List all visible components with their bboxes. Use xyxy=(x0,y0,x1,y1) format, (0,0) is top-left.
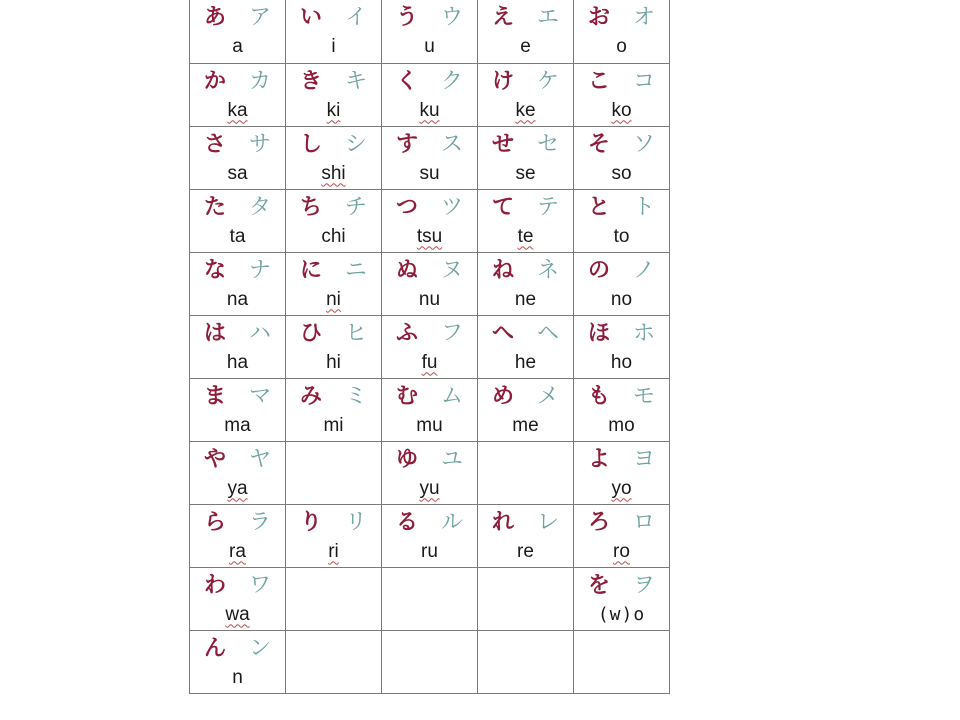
kana-cell xyxy=(190,567,286,630)
kana-cell-empty xyxy=(478,630,574,693)
hiragana-char: め xyxy=(492,383,515,409)
hiragana-char: ら xyxy=(204,509,227,535)
kana-row xyxy=(190,63,670,126)
katakana-char: ナ xyxy=(248,257,271,283)
katakana-char: テ xyxy=(536,194,559,220)
katakana-char: ホ xyxy=(632,320,655,346)
kana-cell xyxy=(382,315,478,378)
hiragana-char: そ xyxy=(588,131,611,157)
kana-cell xyxy=(478,378,574,441)
kana-cell-empty xyxy=(478,567,574,630)
katakana-char: ノ xyxy=(632,257,655,283)
kana-cell-empty xyxy=(286,567,382,630)
hiragana-char: し xyxy=(300,131,323,157)
kana-cell xyxy=(286,378,382,441)
katakana-char: ン xyxy=(248,635,271,661)
romaji-label: ta xyxy=(229,225,246,247)
kana-cell xyxy=(190,441,286,504)
katakana-char: ツ xyxy=(440,194,463,220)
kana-cell xyxy=(190,0,286,63)
hiragana-char: う xyxy=(396,5,419,30)
katakana-char: セ xyxy=(536,131,559,157)
kana-cell xyxy=(574,0,670,63)
romaji-label: mu xyxy=(416,414,443,436)
hiragana-char: ろ xyxy=(588,509,611,535)
romaji-label: so xyxy=(611,162,632,184)
kana-cell xyxy=(574,189,670,252)
katakana-char: チ xyxy=(344,194,367,220)
hiragana-char: ゆ xyxy=(396,446,419,472)
romaji-label: n xyxy=(232,666,243,688)
kana-cell-empty xyxy=(382,567,478,630)
katakana-char: ネ xyxy=(536,257,559,283)
hiragana-char: や xyxy=(204,446,227,472)
romaji-label: ma xyxy=(224,414,251,436)
katakana-char: ミ xyxy=(344,383,367,409)
romaji-label: ro xyxy=(613,540,630,562)
kana-cell xyxy=(382,504,478,567)
hiragana-char: あ xyxy=(204,5,227,30)
romaji-label: ri xyxy=(328,540,339,562)
hiragana-char: り xyxy=(300,509,323,535)
katakana-char: ヒ xyxy=(344,320,367,346)
hiragana-char: ね xyxy=(492,257,515,283)
kana-cell-empty xyxy=(286,441,382,504)
romaji-label: nu xyxy=(418,288,441,310)
romaji-label: ni xyxy=(326,288,341,310)
hiragana-char: す xyxy=(396,131,419,157)
romaji-label: re xyxy=(517,540,534,562)
kana-cell xyxy=(382,0,478,63)
katakana-char: ム xyxy=(440,383,463,409)
kana-cell xyxy=(286,315,382,378)
kana-cell xyxy=(190,315,286,378)
kana-cell xyxy=(190,378,286,441)
kana-cell xyxy=(382,189,478,252)
kana-row xyxy=(190,0,670,63)
romaji-label: shi xyxy=(321,162,346,184)
romaji-label: se xyxy=(515,162,536,184)
romaji-label: ku xyxy=(419,99,440,121)
katakana-char: ワ xyxy=(248,572,271,598)
katakana-char: フ xyxy=(440,320,463,346)
hiragana-char: せ xyxy=(492,131,515,157)
romaji-label: mi xyxy=(323,414,344,436)
katakana-char: ル xyxy=(440,509,463,535)
kana-cell xyxy=(190,189,286,252)
romaji-label: ne xyxy=(514,288,537,310)
kana-cell xyxy=(574,441,670,504)
kana-row xyxy=(190,630,670,693)
katakana-char: メ xyxy=(536,383,559,409)
hiragana-char: ぬ xyxy=(396,257,419,283)
kana-cell xyxy=(190,126,286,189)
kana-cell xyxy=(478,315,574,378)
hiragana-char: た xyxy=(204,194,227,220)
romaji-label: he xyxy=(514,351,537,373)
romaji-label: to xyxy=(613,225,630,247)
hiragana-char: わ xyxy=(204,572,227,598)
katakana-char: ヲ xyxy=(632,572,655,598)
romaji-label: na xyxy=(226,288,249,310)
kana-cell-empty xyxy=(574,630,670,693)
romaji-label: a xyxy=(232,36,243,57)
katakana-char: イ xyxy=(344,5,367,30)
kana-row xyxy=(190,252,670,315)
romaji-label: i xyxy=(331,36,336,57)
hiragana-char: つ xyxy=(396,194,419,220)
kana-cell xyxy=(574,378,670,441)
hiragana-char: か xyxy=(204,68,227,94)
katakana-char: ケ xyxy=(536,68,559,94)
katakana-char: マ xyxy=(248,383,271,409)
romaji-label: fu xyxy=(421,351,438,373)
hiragana-char: く xyxy=(396,68,419,94)
romaji-label: ru xyxy=(421,540,438,562)
kana-cell xyxy=(286,504,382,567)
romaji-label: ya xyxy=(227,477,248,499)
kana-cell xyxy=(478,126,574,189)
hiragana-char: む xyxy=(396,383,419,409)
kana-cell xyxy=(574,315,670,378)
romaji-label: me xyxy=(512,414,539,436)
hiragana-char: の xyxy=(588,257,611,283)
hiragana-char: な xyxy=(204,257,227,283)
katakana-char: ロ xyxy=(632,509,655,535)
romaji-label: ho xyxy=(610,351,633,373)
kana-cell xyxy=(478,63,574,126)
katakana-char: ニ xyxy=(344,257,367,283)
hiragana-char: ふ xyxy=(396,320,419,346)
hiragana-char: よ xyxy=(588,446,611,472)
katakana-char: ウ xyxy=(440,5,463,30)
kana-cell xyxy=(286,63,382,126)
kana-cell xyxy=(190,504,286,567)
romaji-label: ha xyxy=(226,351,249,373)
katakana-char: ソ xyxy=(632,131,655,157)
hiragana-char: き xyxy=(300,68,323,94)
katakana-char: オ xyxy=(632,5,655,30)
romaji-label: e xyxy=(520,36,531,57)
romaji-label: sa xyxy=(227,162,248,184)
kana-cell-empty xyxy=(286,630,382,693)
romaji-label: mo xyxy=(608,414,635,436)
romaji-label: te xyxy=(517,225,534,247)
kana-cell xyxy=(574,126,670,189)
romaji-label: ko xyxy=(611,99,632,121)
romaji-label: wa xyxy=(225,603,250,625)
hiragana-char: ま xyxy=(204,383,227,409)
kana-cell xyxy=(286,0,382,63)
romaji-label: ki xyxy=(326,99,341,121)
hiragana-char: ん xyxy=(204,635,227,661)
hiragana-char: る xyxy=(396,509,419,535)
romaji-label: hi xyxy=(326,351,341,373)
hiragana-char: こ xyxy=(588,68,611,94)
katakana-char: タ xyxy=(248,194,271,220)
katakana-char: ヘ xyxy=(536,320,559,346)
katakana-char: ユ xyxy=(440,446,463,472)
kana-row xyxy=(190,189,670,252)
kana-cell xyxy=(574,63,670,126)
hiragana-char: い xyxy=(300,5,323,30)
kana-cell xyxy=(574,252,670,315)
hiragana-char: み xyxy=(300,383,323,409)
kana-cell xyxy=(382,441,478,504)
katakana-char: モ xyxy=(632,383,655,409)
katakana-char: キ xyxy=(344,68,367,94)
kana-row xyxy=(190,126,670,189)
hiragana-char: け xyxy=(492,68,515,94)
romaji-label: yo xyxy=(611,477,632,499)
katakana-char: エ xyxy=(536,5,559,30)
romaji-label: (w)o xyxy=(597,603,646,625)
romaji-label: chi xyxy=(321,225,346,247)
kana-row xyxy=(190,567,670,630)
hiragana-char: ほ xyxy=(588,320,611,346)
romaji-label: ke xyxy=(515,99,536,121)
hiragana-char: へ xyxy=(492,320,515,346)
romaji-label: ka xyxy=(227,99,248,121)
romaji-label: no xyxy=(610,288,633,310)
katakana-char: コ xyxy=(632,68,655,94)
kana-cell xyxy=(190,63,286,126)
kana-cell xyxy=(574,504,670,567)
hiragana-char: れ xyxy=(492,509,515,535)
katakana-char: ト xyxy=(632,194,655,220)
romaji-label: u xyxy=(424,36,435,57)
katakana-char: カ xyxy=(248,68,271,94)
kana-row xyxy=(190,441,670,504)
romaji-label: su xyxy=(419,162,440,184)
hiragana-char: ひ xyxy=(300,320,323,346)
kana-cell xyxy=(382,63,478,126)
kana-cell xyxy=(478,0,574,63)
hiragana-char: て xyxy=(492,194,515,220)
kana-row xyxy=(190,315,670,378)
romaji-label: yu xyxy=(419,477,440,499)
hiragana-char: と xyxy=(588,194,611,220)
kana-cell xyxy=(478,252,574,315)
kana-cell xyxy=(190,252,286,315)
katakana-char: ア xyxy=(248,5,271,30)
hiragana-char: を xyxy=(588,572,611,598)
katakana-char: ヨ xyxy=(632,446,655,472)
hiragana-char: に xyxy=(300,257,323,283)
katakana-char: レ xyxy=(536,509,559,535)
katakana-char: ハ xyxy=(248,320,271,346)
hiragana-char: も xyxy=(588,383,611,409)
hiragana-char: さ xyxy=(204,131,227,157)
romaji-label: o xyxy=(616,36,627,57)
kana-cell xyxy=(382,126,478,189)
hiragana-char: は xyxy=(204,320,227,346)
kana-row xyxy=(190,504,670,567)
romaji-label: tsu xyxy=(416,225,443,247)
kana-cell xyxy=(286,126,382,189)
hiragana-char: え xyxy=(492,5,515,30)
kana-cell xyxy=(478,504,574,567)
kana-cell xyxy=(286,252,382,315)
romaji-label: ra xyxy=(229,540,246,562)
katakana-char: サ xyxy=(248,131,271,157)
katakana-char: ヌ xyxy=(440,257,463,283)
kana-cell xyxy=(382,252,478,315)
hiragana-char: ち xyxy=(300,194,323,220)
kana-cell xyxy=(574,567,670,630)
katakana-char: リ xyxy=(344,509,367,535)
kana-row xyxy=(190,378,670,441)
hiragana-char: お xyxy=(588,5,611,30)
kana-cell xyxy=(190,630,286,693)
katakana-char: ス xyxy=(440,131,463,157)
katakana-char: ク xyxy=(440,68,463,94)
kana-cell-empty xyxy=(478,441,574,504)
kana-cell xyxy=(286,189,382,252)
kana-chart xyxy=(189,0,670,694)
kana-cell xyxy=(382,378,478,441)
katakana-char: ラ xyxy=(248,509,271,535)
kana-cell-empty xyxy=(382,630,478,693)
katakana-char: ヤ xyxy=(248,446,271,472)
katakana-char: シ xyxy=(344,131,367,157)
kana-cell xyxy=(478,189,574,252)
